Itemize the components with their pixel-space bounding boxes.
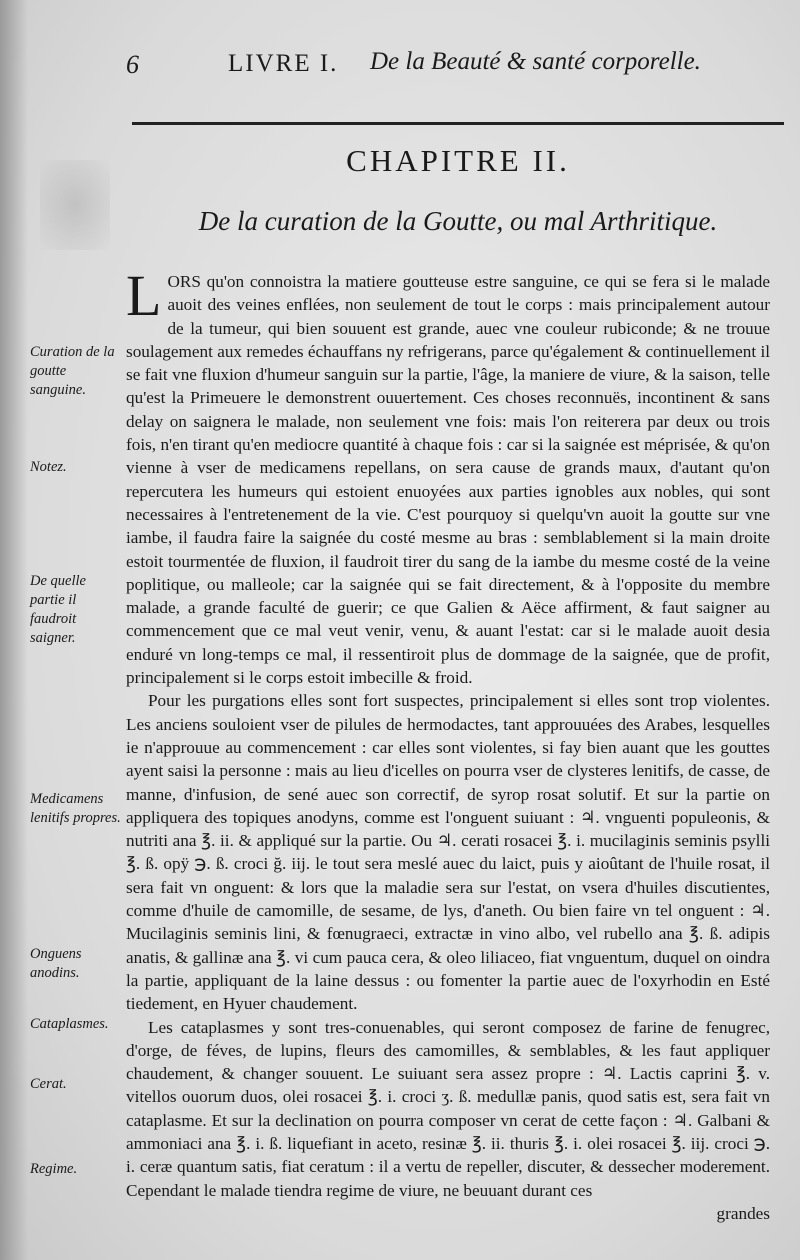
margin-note-regime: Regime. [30, 1161, 78, 1177]
margin-note-onguens: Onguens anodins. [30, 946, 82, 981]
margin-note-saigner: De quelle partie il faudroit saigner. [30, 573, 86, 646]
paragraph-1-text: ORS qu'on connoistra la matiere goutteuse estre sanguine, ce qui se fera si le malade auoit des veines enflées, non seulement de tout le corps : mais principalement autour de la tumeur, qui bien souuent est grande, auec vne couleur rubiconde; & ne trouue soulagement aux remedes échauffans ny refrigerans, parce qu'également & continuellement il se fait vne fluxion d'humeur sanguin sur la partie, l'âge, la maniere de viure, & la saison, telle qu'est la Primeuere le demonstrent ouuertement. Ces choses reconnuës, incontinent & sans delay on saignera le malade, non seulement vne fois: mais l'on reiterera par deux ou trois fois, n'en tirant qu'en mediocre quantité à chaque fois : car si la saignée est méprisée, & qu'on vienne à vser de medicamens repellans, on sera cause de grands maux, d'autant qu'on repercutera les humeurs qui estoient enuoyées aux parties ignobles aux nobles, qui sont necessaires à l'entretenement de la vie. C'est pourquoy si quelqu'vn auoit la goutte sur vne iambe, il faudra faire la saignée du costé mesme au bras : semblablement si la main droite estoit tourmentée de fluxion, il faudroit tirer du sang de la iambe du mesme costé de la veine poplitique, ou malleole; car la saignée qui se fait directement, & à l'opposite du membre malade, a grande faculté de guerir; ce que Galien & Aëce affirment, & faut saigner au commencement que ce mal veut venir, venu, & auant l'estat: car si le malade auoit desia enduré vn long-temps ce mal, il ressentiroit plus de dommage de la saignée, que de profit, principalement si le corps estoit imbecille & froid. [126, 272, 770, 688]
book-label: LIVRE I. [228, 50, 339, 77]
catchword: grandes [716, 1203, 770, 1223]
margin-note-cerat: Cerat. [30, 1076, 67, 1092]
paragraph-1 [126, 263, 770, 689]
margin-note-curation: Curation de la goutte sanguine. [30, 344, 115, 398]
margin-note-notez: Notez. [30, 459, 67, 475]
gutter-shadow [0, 0, 28, 1260]
margin-note-medicamens: Medicamens lenitifs propres. [30, 791, 121, 826]
running-title: De la Beauté & santé corporelle. [370, 48, 701, 75]
chapter-heading: CHAPITRE II. [346, 143, 570, 178]
margin-note-cataplasmes: Cataplasmes. [30, 1016, 109, 1032]
paragraph-2: Pour les purgations elles sont fort suspectes, principalement si elles sont trop violentes. Les anciens souloient vser de pilules de hermodactes, tant approuuées des Arabes, lesquelles ie n'approuue au commencement : car elles sont violentes, si fay bien auant que les gouttes ayent saisi la personne : mais au lieu d'icelles on pourra vser de clysteres lenitifs, de casse, de manne, d'infusion, de sené auec son correctif, de syrop rosat solutif. Et sur la partie on appliquera des topiques anodyns, comme est l'onguent suiuant : ♃. vnguenti populeonis, & nutriti ana ℥. ii. & appliqué sur la partie. Ou ♃. cerati rosacei ℥. i. mucilaginis seminis psylli ℥. ß. opÿ ℈. ß. croci ğ. iij. le tout sera meslé auec du laict, puis y aioûtant de l'huile rosat, il sera fait vn onguent: & lors que la maladie sera sur l'estat, on vsera d'huiles discutientes, comme d'huile de camomille, de sesame, de lys, d'aneth. Ou bien faire vn tel onguent : ♃. Mucilaginis seminis lini, & fœnugraeci, extractæ in vino albo, vel rubello ana ℥. ß. adipis anatis, & gallinæ ana ℥. vi cum pauca cera, & oleo liliaceo, fiat vnguentum, duquel on oindra la partie, appliquant de la laine dessus : ou fomenter la partie auec de l'oxyrhodin en Esté tiedement, en Hyuer chaudement. [126, 691, 770, 1014]
ink-smudge [40, 160, 110, 250]
drop-cap: L [126, 263, 162, 328]
header-rule [132, 122, 784, 125]
body-text [126, 263, 770, 1225]
page-number: 6 [126, 50, 139, 79]
paragraph-3: Les cataplasmes y sont tres-conuenables, qui seront composez de farine de fenugrec, d'orge, de féves, de lupins, fleurs des camomilles, & semblables, & les faut appliquer chaudement, & changer souuent. Le suiuant sera assez propre : ♃. Lactis caprini ℥. v. vitellos ouorum duos, olei rosacei ℥. i. croci ʒ. ß. medullæ panis, quod satis est, sera fait vn cataplasme. Et sur la declination on pourra composer vn cerat de cette façon : ♃. Galbani & ammoniaci ana ℥. i. ß. liquefiant in aceto, resinæ ℥. ii. thuris ℥. i. olei rosacei ℥. iij. croci ℈. i. ceræ quantum satis, fiat ceratum : il a vertu de repeller, discuter, & dessecher moderement. Cependant le malade tiendra regime de viure, ne beuuant durant ces [126, 1017, 770, 1200]
chapter-subtitle: De la curation de la Goutte, ou mal Arthritique. [198, 206, 718, 236]
running-head [120, 44, 780, 84]
